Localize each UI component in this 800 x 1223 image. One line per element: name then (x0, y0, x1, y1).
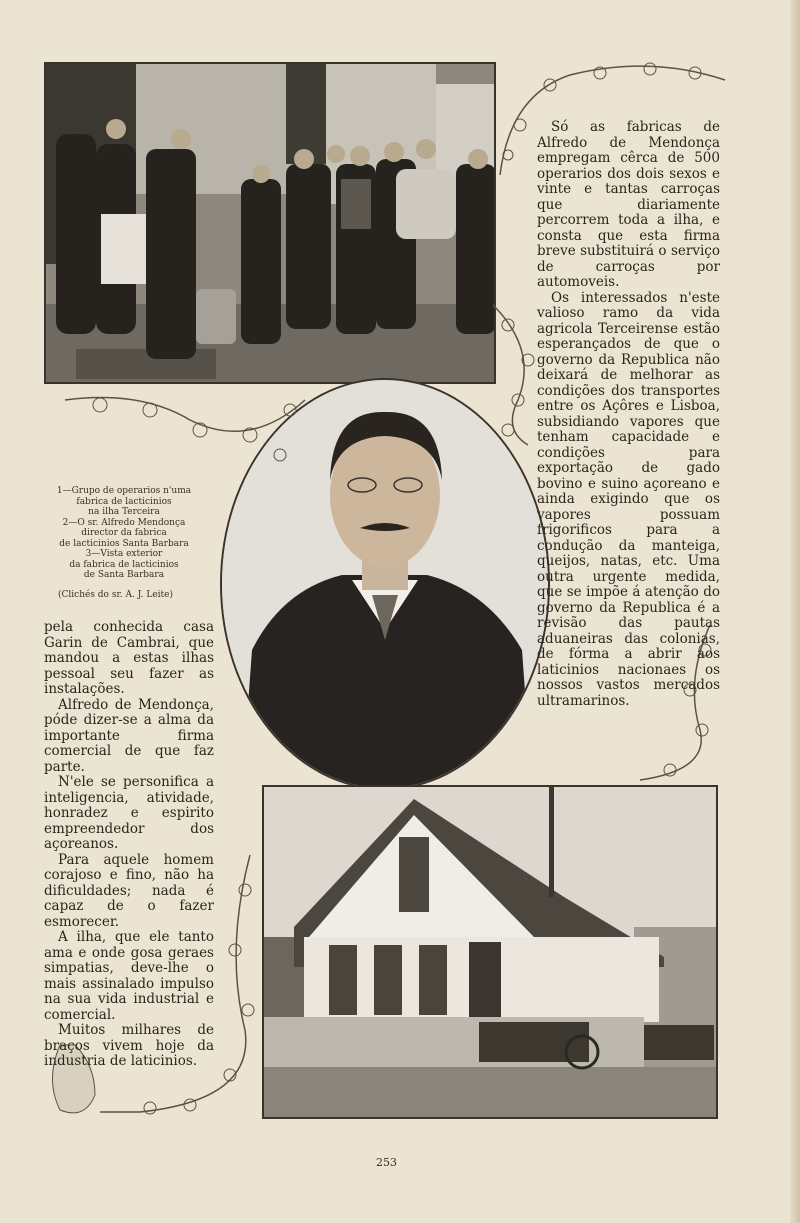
photo-caption (24, 486, 224, 581)
left-paragraph: Para aquele homem corajoso e fino, não ha dificuldades; nada é capaz de o fazer esmorecer. (44, 851, 214, 930)
caption-line: 3—Vista exterior (85, 549, 163, 559)
caption-line: director da fabrica (81, 528, 167, 538)
page-edge (790, 0, 800, 1223)
left-paragraph: Alfredo de Mendonça, póde dizer-se a alma da importante firma comercial de que faz parte. (44, 696, 214, 775)
right-text-column (537, 120, 720, 709)
vine-ornament-mid-left (60, 380, 310, 470)
left-paragraph: pela conhecida casa Garin de Cambrai, que mandou a estas ilhas pessoal seu fazer as instalações. (44, 619, 214, 697)
right-paragraph: Os interessados n'este valioso ramo da vida agricola Terceirense estão esperançados de que o governo da Republica não deixará de melhorar as condições dos transportes entre os Açôres e Lisboa, subsidiando vapores que tenham capacidade e condições para exportação de gado bovino e suino açoreano e ainda exigindo que os vapores possuam frigorificos para a condução da manteiga, queijos, natas, etc. Uma outra urgente medida, que se impõe á atenção do governo da Republica é a revisão das pautas aduaneiras das colonias, de fórma a abrir aos laticinios nacionaes os nossos vastos mercados ultramarinos. (537, 289, 720, 709)
caption-line: de Santa Barbara (83, 570, 165, 580)
factory-exterior-photo (262, 785, 718, 1119)
page-number: 253 (376, 1156, 397, 1169)
right-paragraph: Só as fabricas de Alfredo de Mendonça empregam cêrca de 500 operarios dos dois sexos e vinte e tantas carroças que diariamente percorrem toda a ilha, e consta que esta firma breve substituirá o serviço de carroças por automoveis. (537, 119, 720, 290)
caption-line: 1—Grupo de operarios n'uma (56, 486, 192, 496)
caption-line: de lacticinios Santa Barbara (59, 538, 189, 549)
left-paragraph: Muitos milhares de braços vivem hoje da industria de laticinios. (44, 1022, 214, 1069)
workers-group-photo (44, 62, 496, 384)
caption-line: na ilha Terceira (88, 507, 160, 517)
caption-line: da fabrica de lacticinios (69, 559, 179, 570)
caption-line: 2—O sr. Alfredo Mendonça (62, 517, 186, 528)
left-paragraph: N'ele se personifica a inteligencia, atividade, honradez e espirito empreendedor dos açoreanos. (44, 774, 214, 852)
caption-line: fabrica de lacticinios (76, 496, 172, 507)
left-text-column (44, 620, 214, 1070)
left-paragraph: A ilha, que ele tanto ama e onde gosa geraes simpatias, deve-lhe o mais assinalado impulso na sua vida industrial e comercial. (44, 929, 214, 1023)
photo-credit: (Clichés do sr. A. J. Leite) (58, 590, 173, 600)
